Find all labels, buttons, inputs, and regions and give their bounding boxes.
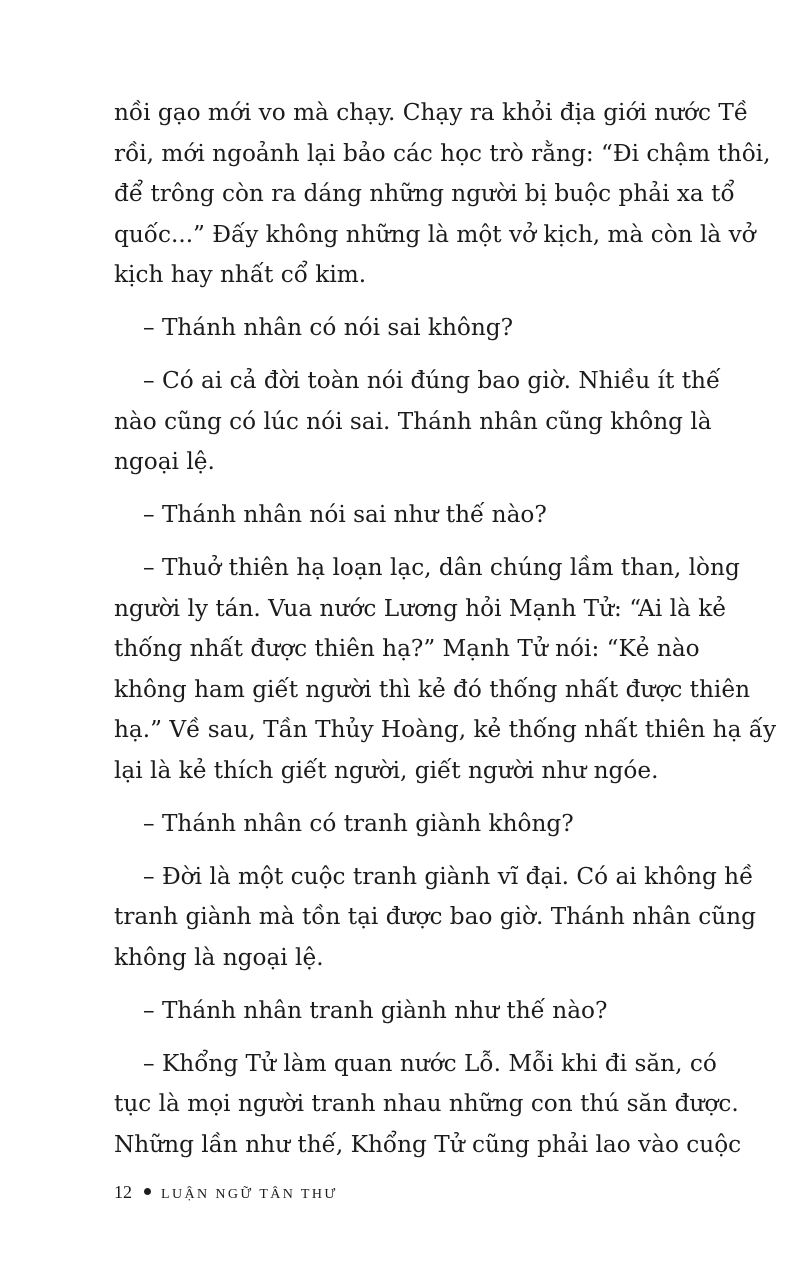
text-line: nào cũng có lúc nói sai. Thánh nhân cũng không là — [114, 407, 712, 435]
text-line: quốc...” Đấy không những là một vở kịch, mà còn là vở — [114, 220, 756, 248]
text-line: tục là mọi người tranh nhau những con thú săn được. — [114, 1090, 739, 1117]
text-line: người ly tán. Vua nước Lương hỏi Mạnh Tử: “Ai là kẻ — [114, 594, 727, 622]
text-line: hạ.” Về sau, Tần Thủy Hoàng, kẻ thống nhất thiên hạ ấy — [114, 716, 777, 743]
paragraph — [114, 804, 694, 845]
bullet-separator — [144, 1188, 151, 1195]
page-footer — [114, 1180, 338, 1207]
text-line: thống nhất được thiên hạ?” Mạnh Tử nói: “Kẻ nào — [114, 635, 700, 662]
paragraph-gap — [114, 483, 694, 496]
paragraph — [114, 361, 721, 483]
paragraph-gap — [114, 978, 694, 991]
paragraph — [114, 857, 756, 979]
text-line: để trông còn ra dáng những người bị buộc phải xa tổ — [114, 180, 735, 207]
text-line: – Khổng Tử làm quan nước Lỗ. Mỗi khi đi săn, có — [143, 1049, 717, 1077]
text-line: – Thánh nhân có nói sai không? — [143, 314, 514, 341]
text-line: – Thánh nhân có tranh giành không? — [143, 809, 574, 837]
text-line: – Đời là một cuộc tranh giành vĩ đại. Có ai không hề — [143, 862, 754, 890]
text-line: – Thuở thiên hạ loạn lạc, dân chúng lầm than, lòng — [143, 554, 740, 581]
text-line: – Thánh nhân tranh giành như thế nào? — [143, 996, 608, 1024]
paragraph — [114, 991, 694, 1032]
text-line: lại là kẻ thích giết người, giết người như ngóe. — [114, 756, 659, 784]
paragraph — [114, 548, 777, 791]
running-title: LUẬN NGỮ TÂN THƯ — [161, 1187, 338, 1202]
paragraph-gap — [114, 844, 694, 857]
text-line: tranh giành mà tồn tại được bao giờ. Thánh nhân cũng — [114, 903, 756, 930]
text-line: không là ngoại lệ. — [114, 943, 324, 971]
body-text — [114, 93, 777, 1165]
text-line: kịch hay nhất cổ kim. — [114, 261, 367, 288]
paragraph — [114, 308, 694, 349]
text-line: Những lần như thế, Khổng Tử cũng phải lao vào cuộc — [114, 1130, 742, 1158]
paragraph — [114, 1044, 742, 1166]
text-line: – Thánh nhân nói sai như thế nào? — [143, 501, 547, 528]
paragraph-gap — [114, 536, 694, 549]
text-line: ngoại lệ. — [114, 448, 215, 475]
paragraph-gap — [114, 349, 694, 362]
text-line: – Có ai cả đời toàn nói đúng bao giờ. Nhiều ít thế — [143, 367, 721, 394]
paragraph-gap — [114, 791, 694, 804]
paragraph — [114, 93, 771, 296]
text-line: không ham giết người thì kẻ đó thống nhất được thiên — [114, 675, 751, 703]
paragraph — [114, 495, 694, 536]
paragraph-gap — [114, 1031, 694, 1044]
text-line: rồi, mới ngoảnh lại bảo các học trò rằng: “Đi chậm thôi, — [114, 139, 771, 167]
paragraph-gap — [114, 296, 694, 309]
text-line: nồi gạo mới vo mà chạy. Chạy ra khỏi địa giới nước Tề — [114, 99, 749, 126]
page-number: 12 — [114, 1182, 132, 1202]
